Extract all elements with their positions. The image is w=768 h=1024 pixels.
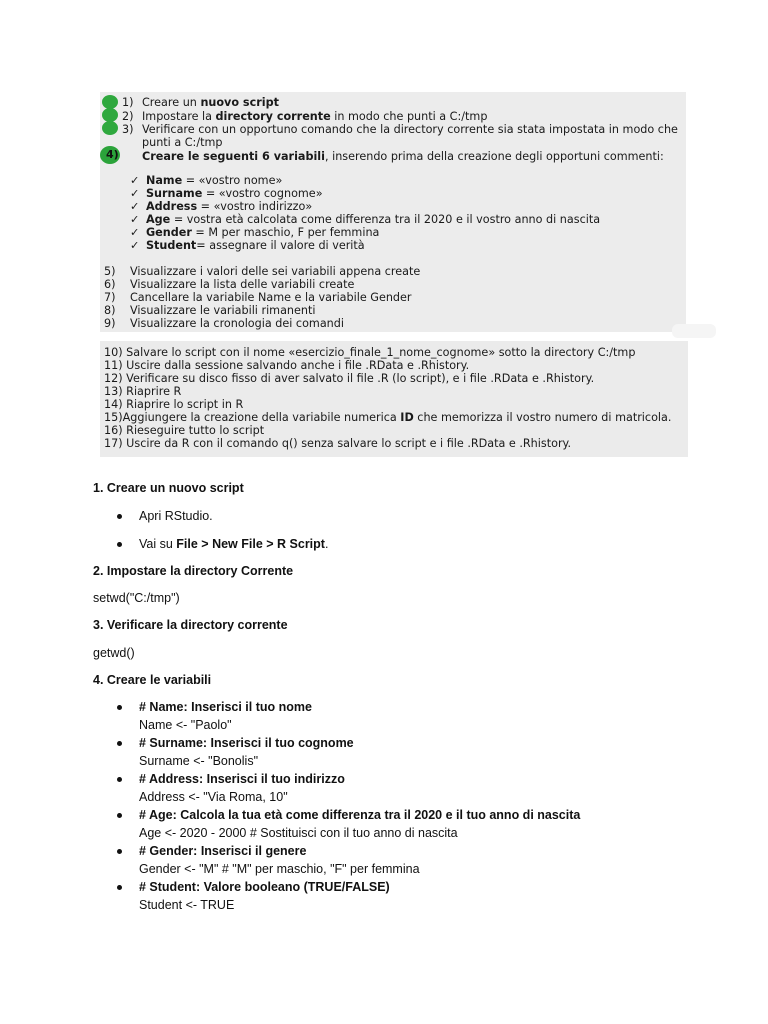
var-address-code: Address <- "Via Roma, 10": [139, 790, 288, 804]
scan-step-13: 13) Riaprire R: [104, 385, 182, 398]
scan-var-student: ✓ Student= assegnare il valore di verità: [130, 239, 365, 252]
scan-item-2: 2) Impostare la directory corrente in modo che punti a C:/tmp: [122, 110, 488, 123]
bullet-dot: [117, 849, 122, 854]
heading-step-4: 4. Creare le variabili: [93, 673, 212, 687]
bullet-dot: [117, 514, 122, 519]
var-age-comment: # Age: Calcola la tua età come differenza tra il 2020 e il tuo anno di nascita: [139, 808, 581, 822]
scan-step-11: 11) Uscire dalla sessione salvando anche i file .RData e .Rhistory.: [104, 359, 470, 372]
scan-step-15: 15)Aggiungere la creazione della variabile numerica ID che memorizza il vostro numero di matricola.: [104, 411, 672, 424]
scan-var-name: ✓ Name = «vostro nome»: [130, 174, 283, 187]
scan-step-16: 16) Rieseguire tutto lo script: [104, 424, 265, 437]
scan-step-6: 6) Visualizzare la lista delle variabili create: [104, 278, 355, 291]
scan-step-17: 17) Uscire da R con il comando q() senza salvare lo script e i file .RData e .Rhistory.: [104, 437, 572, 450]
scan-step-12: 12) Verificare su disco fisso di aver salvato il file .R (lo script), e i file .RData e .Rhistory.: [104, 372, 595, 385]
scan-step-14: 14) Riaprire lo script in R: [104, 398, 244, 411]
scan-step-7: 7) Cancellare la variabile Name e la variabile Gender: [104, 291, 412, 304]
heading-step-1: 1. Creare un nuovo script: [93, 481, 244, 495]
bullet-dot: [117, 813, 122, 818]
var-surname-code: Surname <- "Bonolis": [139, 754, 259, 768]
scan-step-10: 10) Salvare lo script con il nome «esercizio_finale_1_nome_cognome» sotto la directory C:/tmp: [104, 346, 636, 359]
code-setwd: setwd("C:/tmp"): [93, 591, 180, 605]
bullet-open-rstudio: Apri RStudio.: [139, 509, 213, 523]
scan-var-address: ✓ Address = «vostro indirizzo»: [130, 200, 313, 213]
scan-smudge: [672, 324, 716, 338]
var-gender-code: Gender <- "M" # "M" per maschio, "F" per femmina: [139, 862, 420, 876]
scan-var-surname: ✓ Surname = «vostro cognome»: [130, 187, 323, 200]
var-name-comment: # Name: Inserisci il tuo nome: [139, 700, 312, 714]
bullet-new-script: Vai su File > New File > R Script.: [139, 537, 329, 551]
scan-step-8: 8) Visualizzare le variabili rimanenti: [104, 304, 316, 317]
highlight-circle-2: [102, 108, 118, 122]
code-getwd: getwd(): [93, 646, 135, 660]
bullet-dot: [117, 741, 122, 746]
bullet-dot: [117, 885, 122, 890]
var-age-code: Age <- 2020 - 2000 # Sostituisci con il tuo anno di nascita: [139, 826, 458, 840]
scan-step-9: 9) Visualizzare la cronologia dei comandi: [104, 317, 344, 330]
var-student-comment: # Student: Valore booleano (TRUE/FALSE): [139, 880, 390, 894]
heading-step-2: 2. Impostare la directory Corrente: [93, 564, 294, 578]
scan-item-1: 1) Creare un nuovo script: [122, 96, 279, 109]
var-gender-comment: # Gender: Inserisci il genere: [139, 844, 307, 858]
heading-step-3: 3. Verificare la directory corrente: [93, 618, 288, 632]
scan-item-3-cont: punti a C:/tmp: [142, 136, 223, 149]
highlight-circle-3: [102, 121, 118, 135]
bullet-dot: [117, 777, 122, 782]
var-student-code: Student <- TRUE: [139, 898, 235, 912]
scan-var-gender: ✓ Gender = M per maschio, F per femmina: [130, 226, 380, 239]
scan-step-5: 5) Visualizzare i valori delle sei variabili appena create: [104, 265, 421, 278]
var-address-comment: # Address: Inserisci il tuo indirizzo: [139, 772, 345, 786]
highlight-circle-1: [102, 95, 118, 109]
scan-item-3: 3) Verificare con un opportuno comando che la directory corrente sia stata impostata in modo che: [122, 123, 678, 136]
var-surname-comment: # Surname: Inserisci il tuo cognome: [139, 736, 354, 750]
scan-var-age: ✓ Age = vostra età calcolata come differenza tra il 2020 e il vostro anno di nascita: [130, 213, 601, 226]
var-name-code: Name <- "Paolo": [139, 718, 232, 732]
bullet-dot: [117, 542, 122, 547]
bullet-dot: [117, 705, 122, 710]
exercise-scan-image-top: [100, 92, 686, 332]
scan-item-4: Creare le seguenti 6 variabili, inserendo prima della creazione degli opportuni commenti:: [142, 150, 664, 163]
highlight-circle-4: 4): [100, 146, 120, 164]
exercise-scan-image-bottom: [100, 341, 688, 457]
